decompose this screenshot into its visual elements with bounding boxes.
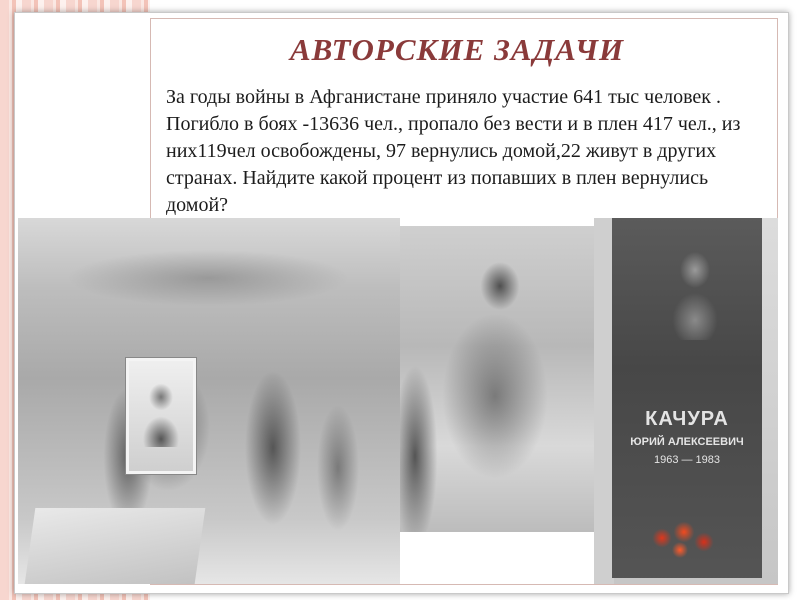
gravestone-surname: КАЧУРА bbox=[645, 408, 729, 430]
gravestone-portrait bbox=[660, 240, 730, 340]
slide-title: АВТОРСКИЕ ЗАДАЧИ bbox=[290, 32, 625, 67]
problem-text: За годы войны в Афганистане приняло участие 641 тыс человек . Погибло в боях -13636 чел., пропало без вести и в плен 417 чел., из них119чел освобождены, 97 вернулись домой,22 живут в других странах. Найдите какой процент из попавших в плен вернулись домой? bbox=[166, 86, 741, 216]
gravestone-name: ЮРИЙ АЛЕКСЕЕВИЧ bbox=[630, 436, 744, 448]
gravestone-dates: 1963 — 1983 bbox=[653, 454, 721, 466]
flowers bbox=[646, 514, 722, 562]
gravestone-photo bbox=[594, 218, 778, 584]
soldier-photo bbox=[400, 226, 594, 532]
frame-rule-bottom bbox=[150, 584, 778, 585]
frame-rule-top bbox=[150, 18, 778, 19]
coffin bbox=[25, 508, 206, 584]
framed-portrait bbox=[126, 358, 196, 474]
